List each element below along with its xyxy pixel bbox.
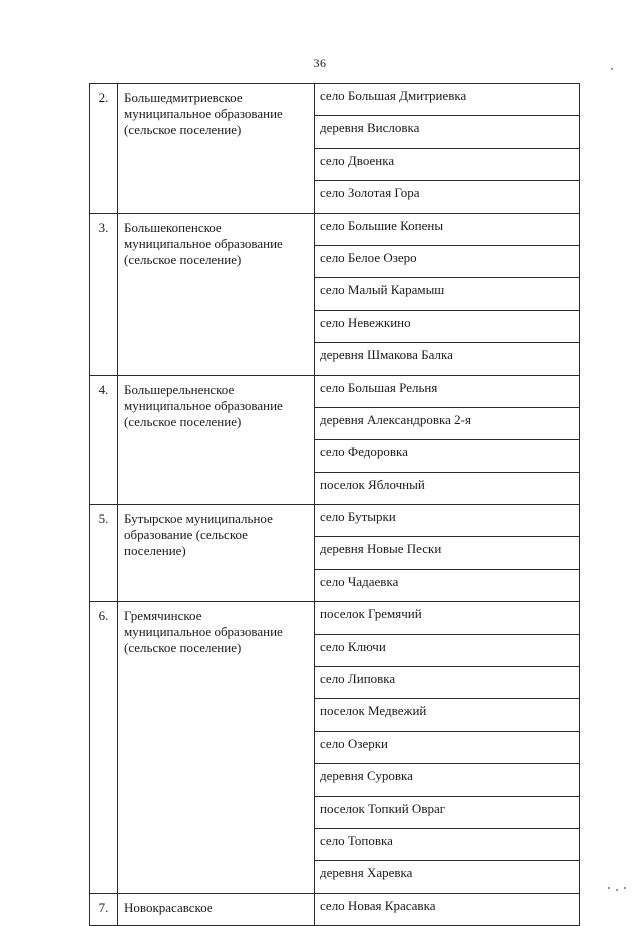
settlement-name: село Озерки bbox=[315, 731, 580, 763]
municipality-name bbox=[118, 375, 315, 505]
settlement-name: село Липовка bbox=[315, 667, 580, 699]
municipality-name bbox=[118, 505, 315, 602]
scan-speck bbox=[624, 887, 626, 889]
settlement-name: село Малый Карамыш bbox=[315, 278, 580, 310]
settlement-name: село Чадаевка bbox=[315, 569, 580, 601]
municipal-settlements-table bbox=[89, 83, 580, 926]
municipality-name-line: Большекопенское bbox=[124, 219, 222, 235]
settlement-name: село Невежкино bbox=[315, 310, 580, 342]
table-row bbox=[90, 213, 580, 245]
settlement-name: село Ключи bbox=[315, 634, 580, 666]
settlement-name: село Новая Красавка bbox=[315, 893, 580, 925]
row-number: 3. bbox=[90, 213, 118, 375]
municipality-name bbox=[118, 893, 315, 925]
municipality-name-line: (сельское поселение) bbox=[124, 640, 242, 656]
settlement-name: село Большая Рельня bbox=[315, 375, 580, 407]
row-number: 7. bbox=[90, 893, 118, 925]
table-row bbox=[90, 602, 580, 634]
table-row bbox=[90, 84, 580, 116]
settlement-name: поселок Топкий Овраг bbox=[315, 796, 580, 828]
row-number: 5. bbox=[90, 505, 118, 602]
table-row bbox=[90, 505, 580, 537]
settlement-name: поселок Гремячий bbox=[315, 602, 580, 634]
municipality-name-line: муниципальное образование bbox=[124, 235, 283, 251]
municipality-name-line: (сельское поселение) bbox=[124, 251, 242, 267]
settlement-name: деревня Александровка 2-я bbox=[315, 407, 580, 439]
table-row bbox=[90, 375, 580, 407]
settlement-name: село Большие Копены bbox=[315, 213, 580, 245]
scan-speck bbox=[608, 887, 610, 889]
municipality-name-line: (сельское поселение) bbox=[124, 413, 242, 429]
settlement-name: село Федоровка bbox=[315, 440, 580, 472]
municipality-name-line: Новокрасавское bbox=[124, 899, 213, 915]
scan-speck bbox=[611, 68, 613, 70]
settlement-name: село Бутырки bbox=[315, 505, 580, 537]
settlement-name: деревня Суровка bbox=[315, 764, 580, 796]
settlement-name: деревня Харевка bbox=[315, 861, 580, 893]
page-number: 36 bbox=[313, 56, 327, 70]
settlement-name: село Золотая Гора bbox=[315, 181, 580, 213]
municipality-name-line: Большерельненское bbox=[124, 381, 235, 397]
row-number: 2. bbox=[90, 84, 118, 214]
table-row bbox=[90, 893, 580, 925]
municipality-name-line: поселение) bbox=[124, 543, 186, 559]
municipality-name bbox=[118, 602, 315, 894]
municipality-name-line: (сельское поселение) bbox=[124, 122, 242, 137]
municipality-name-line: Бутырское муниципальное bbox=[124, 511, 273, 527]
settlement-name: село Большая Дмитриевка bbox=[315, 84, 580, 116]
municipality-name-line: образование (сельское bbox=[124, 527, 248, 543]
table-body bbox=[90, 84, 580, 926]
municipality-name-line: муниципальное образование bbox=[124, 624, 283, 640]
municipality-name-line: Гремячинское bbox=[124, 608, 202, 624]
municipality-name-line: муниципальное образование bbox=[124, 397, 283, 413]
settlement-name: село Двоенка bbox=[315, 148, 580, 180]
municipality-name-line: муниципальное образование bbox=[124, 106, 283, 121]
settlement-name: село Топовка bbox=[315, 828, 580, 860]
settlement-name: поселок Медвежий bbox=[315, 699, 580, 731]
row-number: 6. bbox=[90, 602, 118, 894]
settlement-name: деревня Шмакова Балка bbox=[315, 343, 580, 375]
municipality-name-line: Большедмитриевское bbox=[124, 90, 243, 105]
municipality-name bbox=[118, 213, 315, 375]
row-number: 4. bbox=[90, 375, 118, 505]
settlement-name: поселок Яблочный bbox=[315, 472, 580, 504]
settlement-name: деревня Новые Пески bbox=[315, 537, 580, 569]
municipality-name bbox=[118, 84, 315, 214]
settlement-name: село Белое Озеро bbox=[315, 245, 580, 277]
settlement-name: деревня Висловка bbox=[315, 116, 580, 148]
scan-speck bbox=[616, 889, 618, 891]
